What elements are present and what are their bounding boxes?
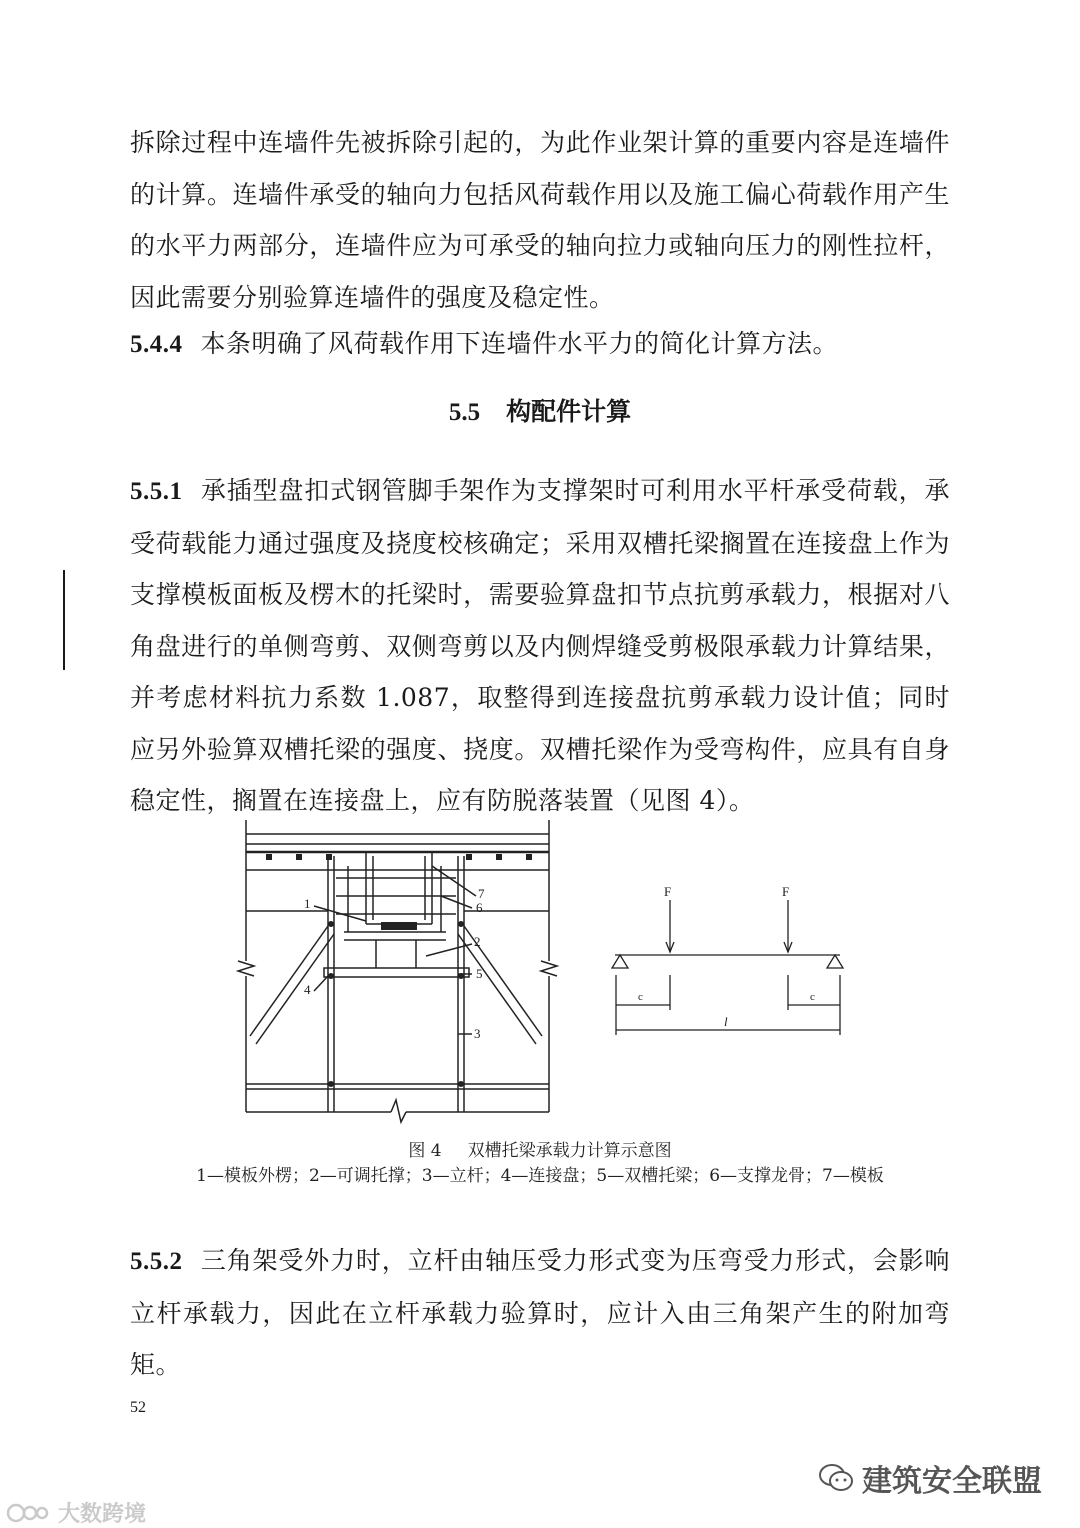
clause-5-4-4 — [130, 318, 950, 371]
paragraph-continuation — [130, 117, 950, 323]
clause-5-5-2 — [130, 1235, 950, 1391]
callout-4: 4 — [304, 982, 311, 997]
callout-3: 3 — [474, 1026, 481, 1041]
clause-text: 三角架受外力时，立杆由轴压受力形式变为压弯受力形式，会影响立杆承载力，因此在立杆承载力验算时，应计入由三角架产生的附加弯矩。 — [130, 1246, 950, 1379]
section-title-text: 构配件计算 — [506, 397, 632, 426]
revision-bar — [63, 570, 65, 670]
page-number: 52 — [130, 1399, 146, 1416]
watermark-brand — [6, 1497, 146, 1528]
wechat-icon — [818, 1463, 854, 1493]
caption-number: 图 4 — [408, 1141, 442, 1161]
callout-1: 1 — [304, 896, 311, 911]
clause-text: 承插型盘扣式钢管脚手架作为支撑架时可利用水平杆承受荷载，承受荷载能力通过强度及挠度校核确定；采用双槽托梁搁置在连接盘上作为支撑模板面板及楞木的托梁时，需要验算盘扣节点抗剪承载力，根据对八角盘进行的单侧弯剪、双侧弯剪以及内侧焊缝受剪极限承载力计算结果，并考虑材料抗力系数 1.087，取整得到连接盘抗剪承载力设计值；同时应另外验算双槽托梁的强度、挠度。双槽托梁作为受弯构件，应具有自身稳定性，搁置在连接盘上，应有防脱落装置（见图 4）。 — [130, 476, 950, 815]
section-heading — [0, 392, 1080, 428]
figure-legend: 1—模板外楞；2—可调托撑；3—立杆；4—连接盘；5—双槽托梁；6—支撑龙骨；7—模板 — [196, 1166, 884, 1186]
brand-logo-icon — [6, 1502, 50, 1524]
dim-l: l — [724, 1014, 728, 1029]
figure-scaffold-detail — [236, 816, 566, 1126]
clause-number: 5.5.2 — [130, 1248, 183, 1275]
figure-load-diagram — [600, 880, 860, 1040]
clause-number: 5.4.4 — [130, 331, 183, 358]
watermark-text: 建筑安全联盟 — [862, 1464, 1042, 1499]
force-label-left: F — [664, 884, 672, 899]
dim-c-left: c — [638, 991, 643, 1003]
paragraph-text: 拆除过程中连墙件先被拆除引起的，为此作业架计算的重要内容是连墙件的计算。连墙件承受的轴向力包括风荷载作用以及施工偏心荷载作用产生的水平力两部分，连墙件应为可承受的轴向拉力或轴向压力的刚性拉杆，因此需要分别验算连墙件的强度及稳定性。 — [130, 128, 950, 312]
section-number: 5.5 — [448, 399, 481, 426]
callout-5: 5 — [476, 966, 483, 981]
clause-number: 5.5.1 — [130, 478, 183, 505]
caption-title: 双槽托梁承载力计算示意图 — [467, 1141, 672, 1161]
watermark-text: 大数跨境 — [58, 1502, 147, 1527]
callout-6: 6 — [476, 900, 483, 915]
callout-7: 7 — [478, 886, 485, 901]
dim-c-right: c — [810, 991, 815, 1003]
clause-text: 本条明确了风荷载作用下连墙件水平力的简化计算方法。 — [200, 329, 839, 358]
clause-5-5-1 — [130, 465, 950, 827]
force-label-right: F — [782, 884, 790, 899]
callout-2: 2 — [474, 934, 481, 949]
watermark-wechat — [818, 1456, 1042, 1500]
figure-caption — [0, 1140, 1080, 1162]
